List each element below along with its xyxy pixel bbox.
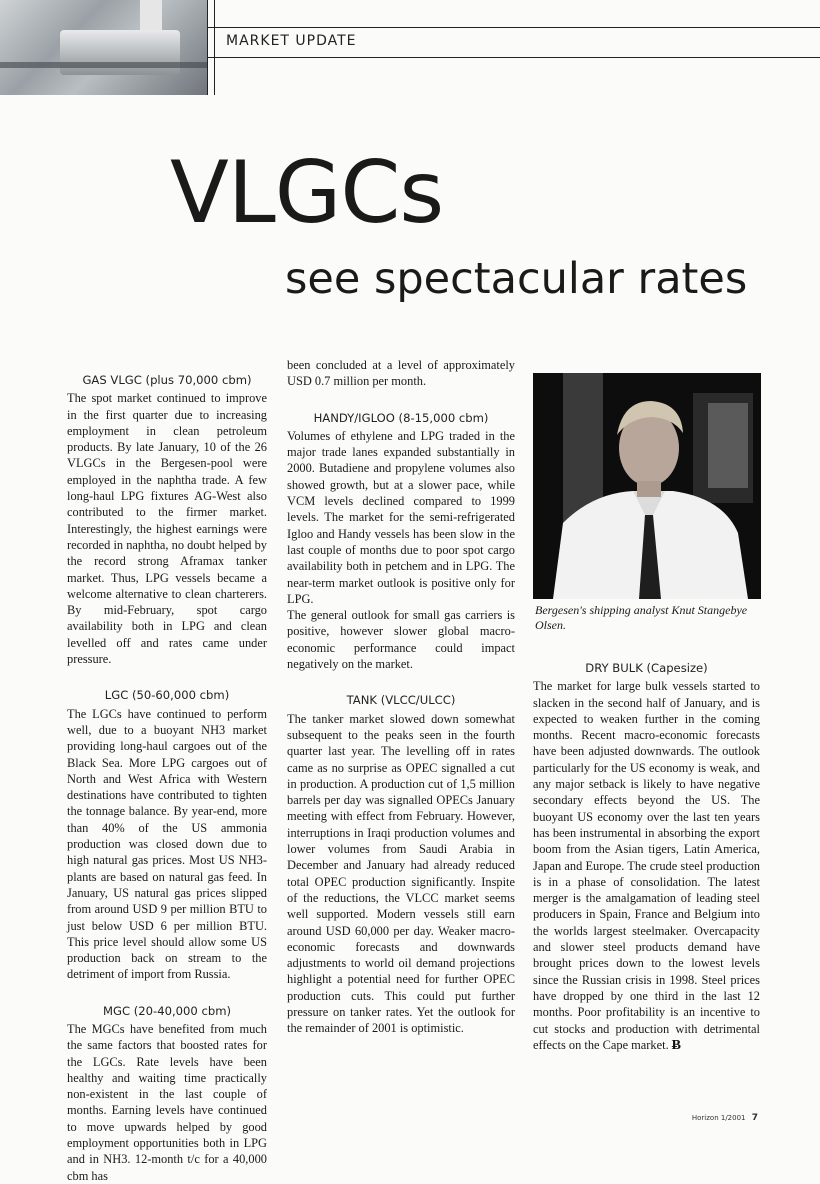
header-rule-vertical: [207, 0, 208, 95]
column-1: [67, 372, 267, 1184]
header-photo-ship: [0, 0, 207, 95]
header-rule-vertical-2: [214, 0, 215, 95]
body-handy-igloo: Volumes of ethylene and LPG traded in the major trade lanes expanded substantially in 2000. Butadiene and propylene volumes also showed growth, but at a slower pace, while VCM levels declined compared to 1999 levels. The market for the semi-refrigerated Igloo and Handy vessels has been slow in the last couple of months due to poor spot cargo availability both in petchem and in LPG. The near-term market outlook is positive only for LPG.: [287, 428, 515, 606]
body-dry-bulk: The market for large bulk vessels started to slacken in the second half of January, and is expected to weaken further in the coming months. Recent macro-economic forecasts have been adjusted downwards. The outlook particularly for the US economy is weak, and any major setback is likely to have negative secondary effects beyond the US. The buoyant US economy over the last ten years has been instrumental in absorbing the export boom from the Asian tigers, Latin America, Japan and Europe. The crude steel production is in a phase of consolidation. The latest merger is the amalgamation of leading steel producers in Spain, France and Belgium into the worlds largest steelmaker. Overcapacity and slower steel products demand have brought prices down to the lowest levels since the Russian crisis in 1998. Steel prices have dropped by one third in the last 12 months. Poor profitability is an incentive to cut stocks and production with detrimental effects on the Cape market.: [533, 679, 760, 1052]
footer-publication: Horizon 1/2001: [691, 1114, 746, 1122]
heading-tank: TANK (VLCC/ULCC): [346, 693, 456, 708]
photo-stripe: [0, 62, 207, 68]
ship-hull: [60, 30, 180, 75]
photo-caption: Bergesen's shipping analyst Knut Stangebye Olsen.: [535, 603, 748, 632]
body-dry-bulk-wrapper: [533, 678, 760, 1054]
heading-lgc: LGC (50-60,000 cbm): [104, 688, 230, 703]
column-3: [533, 660, 760, 1054]
body-gas-vlgc: The spot market continued to improve in the first quarter due to increasing employment in clean petroleum products. By late January, 10 of the 26 VLGCs in the Bergesen-pool were employed in the naphtha trade. A few long-haul LPG fixtures AG-West also contributed to the firmer market. Interestingly, the highest earnings were recorded in naphtha, no doubt helped by the record strong Aframax tanker market. Thus, LPG vessels became a welcome alternative to clean charterers. By mid-February, spot cargo availability both in LPG and clean levelled off and rates came under pressure.: [67, 391, 267, 667]
body-mgc-continued: been concluded at a level of approximately USD 0.7 million per month.: [287, 358, 515, 389]
body-lgc: The LGCs have continued to perform well, due to a buoyant NH3 market providing long-haul cargoes out of the Black Sea. More LPG cargoes out of North and West Africa with Western destinations have contributed to tighten the tonnage balance. By year-end, more than 40% of the US ammonia production was closed down due to high natural gas prices. Most US NH3-plants are based on natural gas feed. In January, US natural gas prices slipped from around USD 9 per million BTU to just below USD 6 per million BTU. This price level should allow some US production back on stream to the detriment of import from Russia.: [67, 706, 267, 982]
body-handy-igloo-outlook: The general outlook for small gas carriers is positive, however slower global macro-economic performance could impact negatively on the market.: [287, 608, 515, 672]
header-rule-bottom: [207, 57, 820, 58]
heading-gas-vlgc: GAS VLGC (plus 70,000 cbm): [82, 373, 252, 387]
anchor-b-logo-icon: Ƀ: [671, 1037, 682, 1053]
header-rule-top: [207, 27, 820, 28]
page-footer: [692, 1113, 758, 1123]
body-mgc: The MGCs have benefited from much the same factors that boosted rates for the LGCs. Rate levels have been healthy and waiting time practically non-existent in the last couple of months. Earning levels have continued to move upwards helped by good employment opportunities both in LPG and in NH3. 12-month t/c for a 40,000 cbm has: [67, 1021, 267, 1183]
heading-dry-bulk: DRY BULK (Capesize): [585, 661, 708, 675]
article-subtitle: see spectacular rates: [285, 254, 748, 304]
article-title: VLGCs: [170, 143, 444, 243]
heading-mgc: MGC (20-40,000 cbm): [102, 1003, 232, 1018]
column-2: [287, 357, 515, 1037]
portrait-photo: [533, 373, 761, 599]
heading-handy-igloo: HANDY/IGLOO (8-15,000 cbm): [313, 410, 489, 425]
page-number: 7: [751, 1113, 758, 1123]
section-label: MARKET UPDATE: [226, 33, 357, 49]
body-tank: The tanker market slowed down somewhat subsequent to the peaks seen in the fourth quarter last year. The levelling off in rates came as no surprise as OPEC signalled a cut in production. A production cut of 1,5 million barrels per day was signalled OPECs January meeting with effect from February. However, interruptions in Iraqi production volumes and lower volumes from Saudi Arabia in December and January had already reduced total OPEC production significantly. Inspite of the reductions, the VLCC market seems well supported. Modern vessels still earn around USD 60,000 per day. Weaker macro-economic forecasts and downwards adjustments to world oil demand projections highlight a potential need for further OPEC production cuts. This could put further pressure on tanker rates. Yet the outlook for the remainder of 2001 is optimistic.: [287, 711, 515, 1036]
